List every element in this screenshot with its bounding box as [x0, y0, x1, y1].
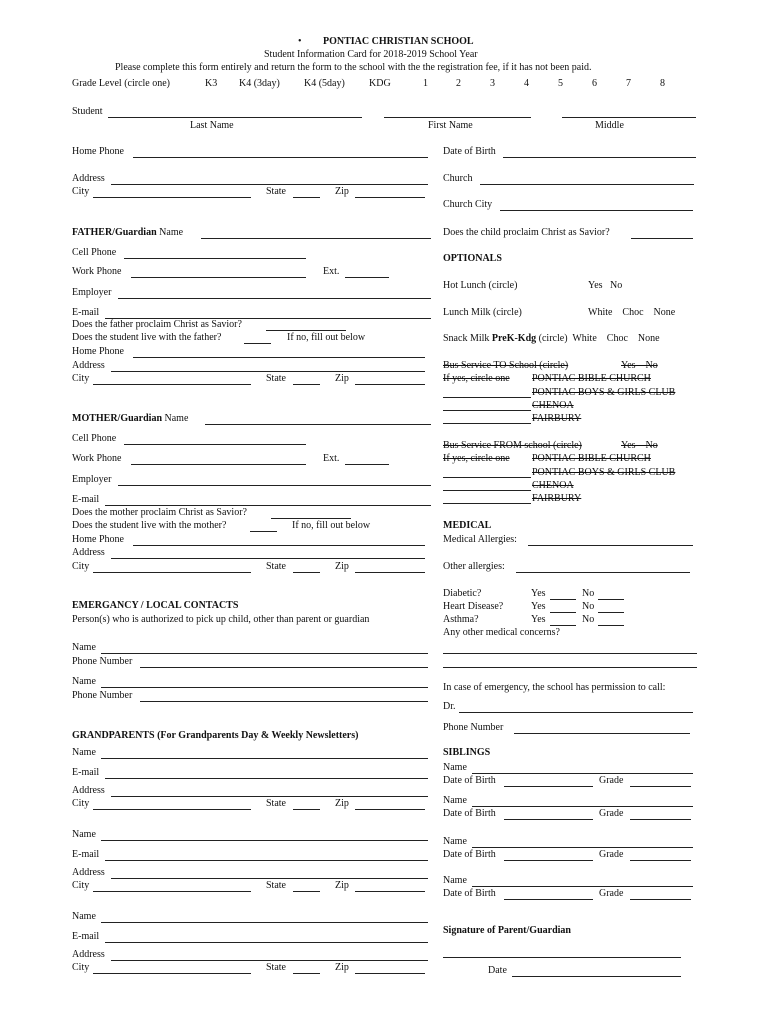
emergency-phone-label: Phone Number — [72, 656, 133, 667]
bus-from-blank — [443, 477, 531, 478]
grandparent-name-field[interactable] — [101, 758, 428, 759]
father-name-field[interactable] — [201, 238, 431, 239]
grandparent-state-field[interactable] — [293, 809, 320, 810]
zip-label: Zip — [335, 186, 349, 197]
mother-work-label: Work Phone — [72, 453, 122, 464]
church-field[interactable] — [480, 184, 694, 185]
city-label: City — [72, 186, 90, 197]
grade-option[interactable]: 2 — [456, 78, 461, 89]
bus-from-stop[interactable]: FAIRBURY — [532, 493, 582, 504]
diabetic-label: Diabetic? — [443, 588, 482, 599]
grade-option[interactable]: 8 — [660, 78, 665, 89]
mother-home-phone-label: Home Phone — [72, 534, 124, 545]
sibling-grade-field[interactable] — [630, 899, 691, 900]
student-middle-name-field[interactable] — [562, 117, 696, 118]
sibling-dob-field[interactable] — [504, 860, 593, 861]
first-name-caption: First Name — [428, 120, 473, 131]
state-label: State — [266, 186, 286, 197]
father-heading: FATHER/Guardian — [72, 227, 157, 238]
medical-allergies-label: Medical Allergies: — [443, 534, 517, 545]
mother-address-label: Address — [72, 547, 105, 558]
lunch-milk-options[interactable]: White Choc None — [588, 307, 676, 318]
father-proclaim-label: Does the father proclaim Christ as Savior? — [72, 319, 242, 330]
doctor-phone-label: Phone Number — [443, 722, 504, 733]
asthma-no-label: No — [582, 614, 595, 625]
optionals-heading: OPTIONALS — [443, 253, 502, 264]
grandparent-city-field[interactable] — [93, 809, 251, 810]
grade-option[interactable]: 3 — [490, 78, 495, 89]
sibling-dob-field[interactable] — [504, 819, 593, 820]
mother-proclaim-field[interactable] — [271, 518, 351, 519]
sibling-grade-label: Grade — [599, 808, 624, 819]
grandparent-zip-label: Zip — [335, 798, 349, 809]
father-home-phone-field[interactable] — [133, 357, 425, 358]
father-ext-field[interactable] — [345, 277, 389, 278]
siblings-heading: SIBLINGS — [443, 747, 491, 758]
mother-ext-label: Ext. — [323, 453, 340, 464]
heart-yes-label: Yes — [531, 601, 546, 612]
grandparent-address-label: Address — [72, 785, 105, 796]
grade-option[interactable]: K3 — [205, 78, 218, 89]
father-proclaim-field[interactable] — [266, 330, 346, 331]
father-ext-label: Ext. — [323, 266, 340, 277]
student-first-name-field[interactable] — [384, 117, 531, 118]
father-work-label: Work Phone — [72, 266, 122, 277]
grandparent-city-field[interactable] — [93, 891, 251, 892]
bus-to-stop[interactable]: CHENOA — [532, 400, 574, 411]
grandparent-city-label: City — [72, 962, 90, 973]
diabetic-yes-label: Yes — [531, 588, 546, 599]
father-home-phone-label: Home Phone — [72, 346, 124, 357]
snack-milk-options: (circle) White Choc None — [536, 333, 660, 344]
grandparent-state-label: State — [266, 798, 286, 809]
sibling-dob-label: Date of Birth — [443, 808, 496, 819]
other-allergies-label: Other allergies: — [443, 561, 505, 572]
grandparent-name-label: Name — [72, 747, 96, 758]
father-zip-field[interactable] — [355, 384, 425, 385]
hot-lunch-options[interactable]: Yes No — [588, 280, 623, 291]
father-address-field[interactable] — [111, 371, 425, 372]
date-of-birth-field[interactable] — [503, 157, 696, 158]
emergency-name-field[interactable] — [101, 687, 428, 688]
mother-email-field[interactable] — [105, 505, 431, 506]
father-address-label: Address — [72, 360, 105, 371]
grandparent-email-label: E-mail — [72, 931, 100, 942]
mother-employer-field[interactable] — [118, 485, 431, 486]
grade-option[interactable]: KDG — [369, 78, 391, 89]
grandparent-name-label: Name — [72, 829, 96, 840]
bus-to-label: Bus Service TO School (circle) — [443, 360, 569, 371]
grandparent-zip-field[interactable] — [355, 809, 425, 810]
sibling-grade-field[interactable] — [630, 819, 691, 820]
snack-milk-row[interactable] — [443, 333, 660, 345]
grandparent-name-field[interactable] — [101, 922, 428, 923]
mother-name-field[interactable] — [205, 424, 431, 425]
grade-option[interactable]: 7 — [626, 78, 631, 89]
grandparent-state-label: State — [266, 962, 286, 973]
sibling-dob-label: Date of Birth — [443, 888, 496, 899]
father-work-field[interactable] — [131, 277, 306, 278]
mother-work-field[interactable] — [131, 464, 306, 465]
father-state-label: State — [266, 373, 286, 384]
sibling-name-field[interactable] — [472, 847, 693, 848]
bus-from-if-yes: If yes, circle one — [443, 453, 510, 464]
father-cell-label: Cell Phone — [72, 247, 117, 258]
heart-no-field[interactable] — [598, 612, 624, 613]
grandparent-email-field[interactable] — [105, 942, 428, 943]
bus-to-blank — [443, 423, 531, 424]
bullet: • — [298, 36, 302, 47]
other-concerns-field[interactable] — [443, 653, 697, 654]
sibling-grade-label: Grade — [599, 888, 624, 899]
address-label: Address — [72, 173, 105, 184]
sibling-dob-field[interactable] — [504, 786, 593, 787]
grandparent-state-field[interactable] — [293, 973, 320, 974]
mother-heading: MOTHER/Guardian — [72, 413, 163, 424]
father-fill-below-note: If no, fill out below — [287, 332, 366, 343]
father-employer-label: Employer — [72, 287, 112, 298]
grandparents-heading: GRANDPARENTS (For Grandparents Day & Weekly Newsletters) — [72, 730, 359, 741]
sibling-name-field[interactable] — [472, 806, 693, 807]
mother-cell-field[interactable] — [124, 444, 306, 445]
grade-level-label: Grade Level (circle one) — [72, 78, 170, 89]
father-lives-with-label: Does the student live with the father? — [72, 332, 222, 343]
sibling-dob-field[interactable] — [504, 899, 593, 900]
father-email-label: E-mail — [72, 307, 100, 318]
state-field[interactable] — [293, 197, 320, 198]
signature-field[interactable] — [443, 957, 681, 958]
grandparent-email-label: E-mail — [72, 767, 100, 778]
doctor-phone-field[interactable] — [514, 733, 690, 734]
bus-from-stop[interactable]: PONTIAC BOYS & GIRLS CLUB — [532, 467, 676, 478]
other-allergies-field[interactable] — [516, 572, 690, 573]
bus-to-stop[interactable]: PONTIAC BIBLE CHURCH — [532, 373, 651, 384]
father-employer-field[interactable] — [118, 298, 431, 299]
mother-address-field[interactable] — [111, 558, 425, 559]
bus-from-label: Bus Service FROM school (circle) — [443, 440, 582, 451]
date-of-birth-label: Date of Birth — [443, 146, 496, 157]
mother-email-label: E-mail — [72, 494, 100, 505]
hot-lunch-label: Hot Lunch (circle) — [443, 280, 518, 291]
mother-zip-field[interactable] — [355, 572, 425, 573]
medical-allergies-field[interactable] — [528, 545, 693, 546]
bus-from-blank — [443, 503, 531, 504]
heart-no-label: No — [582, 601, 595, 612]
father-section-heading — [72, 227, 183, 239]
bus-to-if-yes: If yes, circle one — [443, 373, 510, 384]
mother-city-label: City — [72, 561, 90, 572]
child-proclaim-label: Does the child proclaim Christ as Savior? — [443, 227, 610, 238]
church-city-field[interactable] — [500, 210, 693, 211]
mother-state-label: State — [266, 561, 286, 572]
grade-option[interactable]: 6 — [592, 78, 597, 89]
grandparent-city-label: City — [72, 798, 90, 809]
lunch-milk-label: Lunch Milk (circle) — [443, 307, 522, 318]
sibling-name-field[interactable] — [472, 886, 693, 887]
grandparent-address-field[interactable] — [111, 796, 428, 797]
snack-milk-label: Snack Milk — [443, 333, 492, 344]
heart-yes-field[interactable] — [550, 612, 576, 613]
bus-to-stop[interactable]: FAIRBURY — [532, 413, 582, 424]
emergency-phone-field[interactable] — [140, 667, 428, 668]
grandparent-name-label: Name — [72, 911, 96, 922]
last-name-caption: Last Name — [190, 120, 234, 131]
grade-option[interactable]: K4 (3day) — [239, 78, 280, 89]
grandparent-state-label: State — [266, 880, 286, 891]
bus-to-blank — [443, 410, 531, 411]
mother-home-phone-field[interactable] — [133, 545, 425, 546]
mother-section-heading — [72, 413, 188, 425]
mother-city-field[interactable] — [93, 572, 251, 573]
grandparent-address-label: Address — [72, 949, 105, 960]
sibling-grade-field[interactable] — [630, 786, 691, 787]
sibling-grade-label: Grade — [599, 849, 624, 860]
grade-option[interactable]: 1 — [423, 78, 428, 89]
asthma-yes-label: Yes — [531, 614, 546, 625]
grade-option[interactable]: 5 — [558, 78, 563, 89]
mother-lives-with-label: Does the student live with the mother? — [72, 520, 227, 531]
grade-option[interactable]: K4 (5day) — [304, 78, 345, 89]
grandparent-zip-label: Zip — [335, 962, 349, 973]
emergency-permission-label: In case of emergency, the school has permission to call: — [443, 682, 666, 693]
father-lives-with-field[interactable] — [244, 343, 271, 344]
emergency-description: Person(s) who is authorized to pick up child, other than parent or guardian — [72, 614, 370, 625]
sibling-name-label: Name — [443, 762, 467, 773]
sibling-name-label: Name — [443, 836, 467, 847]
doctor-field[interactable] — [459, 712, 693, 713]
mother-name-label: Name — [164, 413, 189, 424]
diabetic-yes-field[interactable] — [550, 599, 576, 600]
grandparent-city-label: City — [72, 880, 90, 891]
bus-to-stop[interactable]: PONTIAC BOYS & GIRLS CLUB — [532, 387, 676, 398]
mother-employer-label: Employer — [72, 474, 112, 485]
diabetic-no-label: No — [582, 588, 595, 599]
grandparent-email-label: E-mail — [72, 849, 100, 860]
grandparent-address-field[interactable] — [111, 878, 428, 879]
mother-lives-with-field[interactable] — [250, 531, 277, 532]
doctor-label: Dr. — [443, 701, 456, 712]
other-concerns-label: Any other medical concerns? — [443, 627, 560, 638]
asthma-label: Asthma? — [443, 614, 479, 625]
sibling-grade-field[interactable] — [630, 860, 691, 861]
emergency-phone-label: Phone Number — [72, 690, 133, 701]
grandparent-email-field[interactable] — [105, 860, 428, 861]
emergency-phone-field[interactable] — [140, 701, 428, 702]
bus-from-blank — [443, 490, 531, 491]
student-label: Student — [72, 106, 103, 117]
diabetic-no-field[interactable] — [598, 599, 624, 600]
sibling-grade-label: Grade — [599, 775, 624, 786]
signature-heading: Signature of Parent/Guardian — [443, 925, 571, 936]
zip-field[interactable] — [355, 197, 425, 198]
mother-proclaim-label: Does the mother proclaim Christ as Savior? — [72, 507, 247, 518]
home-phone-label: Home Phone — [72, 146, 124, 157]
grandparent-state-field[interactable] — [293, 891, 320, 892]
mother-state-field[interactable] — [293, 572, 320, 573]
form-subtitle: Student Information Card for 2018-2019 School Year — [264, 49, 478, 60]
father-city-field[interactable] — [93, 384, 251, 385]
form-instructions: Please complete this form entirely and return the form to the school with the the registration fee, if it has not been paid. — [115, 62, 592, 73]
grandparent-address-field[interactable] — [111, 960, 428, 961]
bus-from-stop[interactable]: PONTIAC BIBLE CHURCH — [532, 453, 651, 464]
bus-to-blank — [443, 397, 531, 398]
bus-to-options[interactable]: Yes No — [621, 360, 658, 371]
sibling-dob-label: Date of Birth — [443, 849, 496, 860]
heart-disease-label: Heart Disease? — [443, 601, 504, 612]
mother-cell-label: Cell Phone — [72, 433, 117, 444]
grandparent-name-field[interactable] — [101, 840, 428, 841]
sibling-name-field[interactable] — [472, 773, 693, 774]
father-cell-field[interactable] — [124, 258, 306, 259]
home-phone-field[interactable] — [133, 157, 428, 158]
bus-from-stop[interactable]: CHENOA — [532, 480, 574, 491]
bus-from-options[interactable]: Yes No — [621, 440, 658, 451]
emergency-name-label: Name — [72, 676, 96, 687]
mother-zip-label: Zip — [335, 561, 349, 572]
sibling-dob-label: Date of Birth — [443, 775, 496, 786]
asthma-no-field[interactable] — [598, 625, 624, 626]
father-city-label: City — [72, 373, 90, 384]
other-concerns-field[interactable] — [443, 667, 697, 668]
sibling-name-label: Name — [443, 795, 467, 806]
city-field[interactable] — [93, 197, 251, 198]
address-field[interactable] — [111, 184, 428, 185]
medical-heading: MEDICAL — [443, 520, 492, 531]
grandparent-city-field[interactable] — [93, 973, 251, 974]
church-label: Church — [443, 173, 473, 184]
student-last-name-field[interactable] — [108, 117, 362, 118]
emergency-heading: EMERGANCY / LOCAL CONTACTS — [72, 600, 239, 611]
church-city-label: Church City — [443, 199, 493, 210]
grandparent-zip-field[interactable] — [355, 973, 425, 974]
emergency-name-field[interactable] — [101, 653, 428, 654]
father-zip-label: Zip — [335, 373, 349, 384]
sibling-name-label: Name — [443, 875, 467, 886]
mother-fill-below-note: If no, fill out below — [292, 520, 371, 531]
signature-date-field[interactable] — [512, 976, 681, 977]
signature-date-label: Date — [488, 965, 507, 976]
school-name: PONTIAC CHRISTIAN SCHOOL — [323, 36, 474, 47]
father-name-label: Name — [159, 227, 184, 238]
grade-option[interactable]: 4 — [524, 78, 529, 89]
asthma-yes-field[interactable] — [550, 625, 576, 626]
emergency-name-label: Name — [72, 642, 96, 653]
grandparent-address-label: Address — [72, 867, 105, 878]
mother-ext-field[interactable] — [345, 464, 389, 465]
father-state-field[interactable] — [293, 384, 320, 385]
snack-milk-grade: PreK-Kdg — [491, 333, 537, 344]
grandparent-zip-field[interactable] — [355, 891, 425, 892]
middle-caption: Middle — [595, 120, 624, 131]
child-proclaim-field[interactable] — [631, 238, 693, 239]
grandparent-zip-label: Zip — [335, 880, 349, 891]
grandparent-email-field[interactable] — [105, 778, 428, 779]
